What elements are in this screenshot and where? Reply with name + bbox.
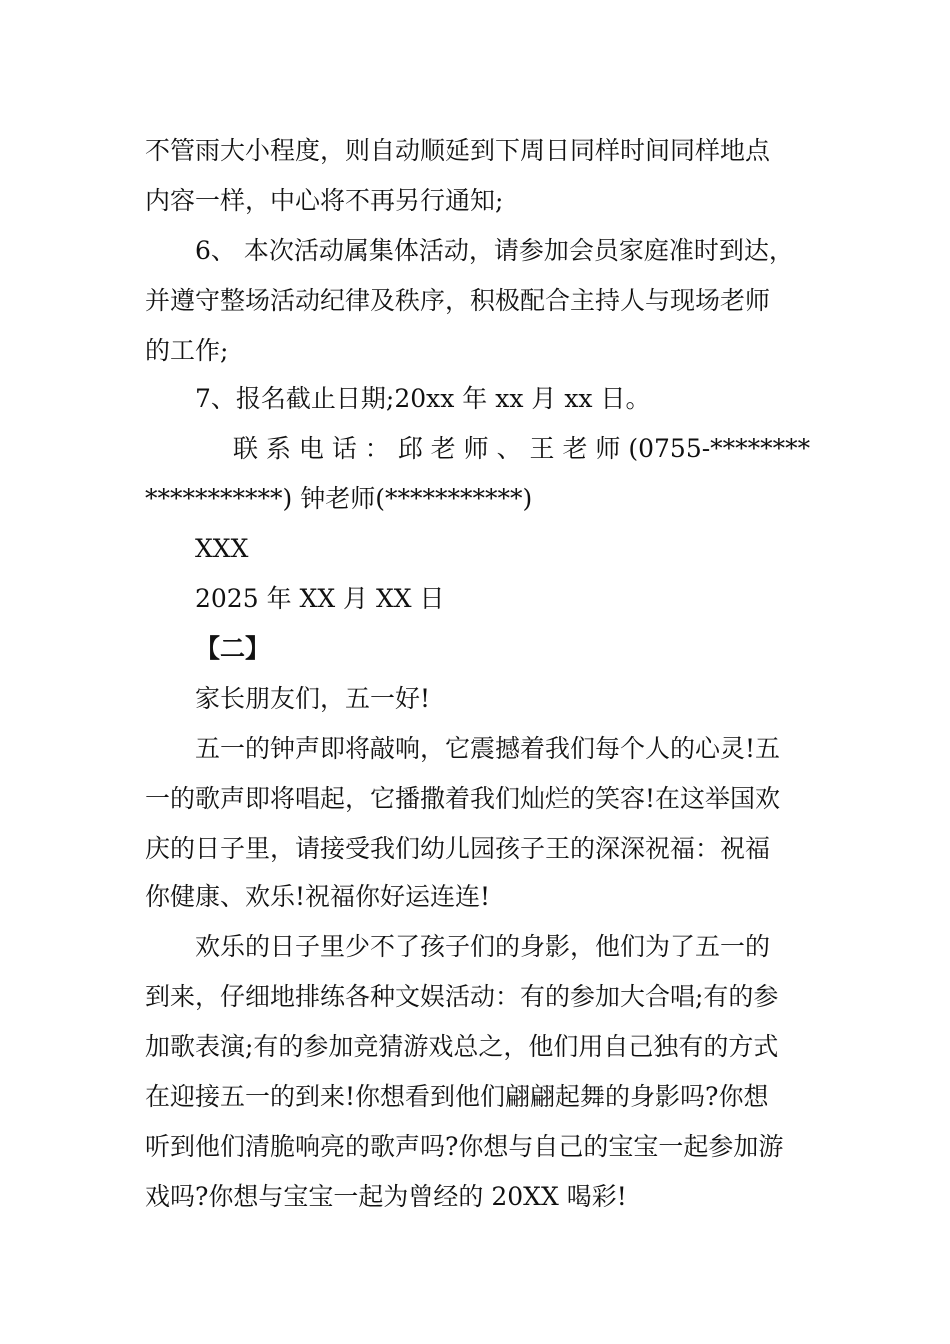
paragraph-line: 并遵守整场活动纪律及秩序，积极配合主持人与现场老师	[145, 286, 771, 315]
paragraph-line: 一的歌声即将唱起，它播撒着我们灿烂的笑容!在这举国欢	[145, 784, 781, 813]
signature-name: XXX	[195, 534, 249, 563]
list-item-6: 6、 本次活动属集体活动，请参加会员家庭准时到达，	[195, 236, 794, 265]
paragraph-line: 的工作;	[145, 336, 229, 365]
section-heading: 【二】	[195, 634, 271, 663]
paragraph-line: 内容一样，中心将不再另行通知;	[145, 186, 504, 215]
paragraph-line: 戏吗?你想与宝宝一起为曾经的 20XX 喝彩!	[145, 1182, 627, 1211]
paragraph-line: 听到他们清脆响亮的歌声吗?你想与自己的宝宝一起参加游	[145, 1132, 784, 1161]
paragraph-line: 五一的钟声即将敲响，它震撼着我们每个人的心灵!五	[195, 734, 781, 763]
paragraph-line: 你健康、欢乐!祝福你好运连连!	[145, 882, 491, 911]
greeting: 家长朋友们，五一好!	[195, 684, 431, 713]
paragraph-line: 庆的日子里，请接受我们幼儿园孩子王的深深祝福：祝福	[145, 834, 771, 863]
list-item-7: 7、报名截止日期;20xx 年 xx 月 xx 日。	[195, 384, 651, 413]
contact-phone-line-continued: ***********) 钟老师(***********)	[145, 484, 533, 513]
paragraph-line: 在迎接五一的到来!你想看到他们翩翩起舞的身影吗?你想	[145, 1082, 769, 1111]
paragraph-line: 到来，仔细地排练各种文娱活动：有的参加大合唱;有的参	[145, 982, 779, 1011]
paragraph-line: 不管雨大小程度，则自动顺延到下周日同样时间同样地点	[145, 136, 771, 165]
paragraph-line: 欢乐的日子里少不了孩子们的身影，他们为了五一的	[195, 932, 771, 961]
paragraph-line: 加歌表演;有的参加竞猜游戏总之，他们用自己独有的方式	[145, 1032, 779, 1061]
contact-phone-line: 联 系 电 话 ： 邱 老 师 、 王 老 师 (0755-********	[233, 434, 811, 463]
signature-date: 2025 年 XX 月 XX 日	[195, 584, 445, 613]
